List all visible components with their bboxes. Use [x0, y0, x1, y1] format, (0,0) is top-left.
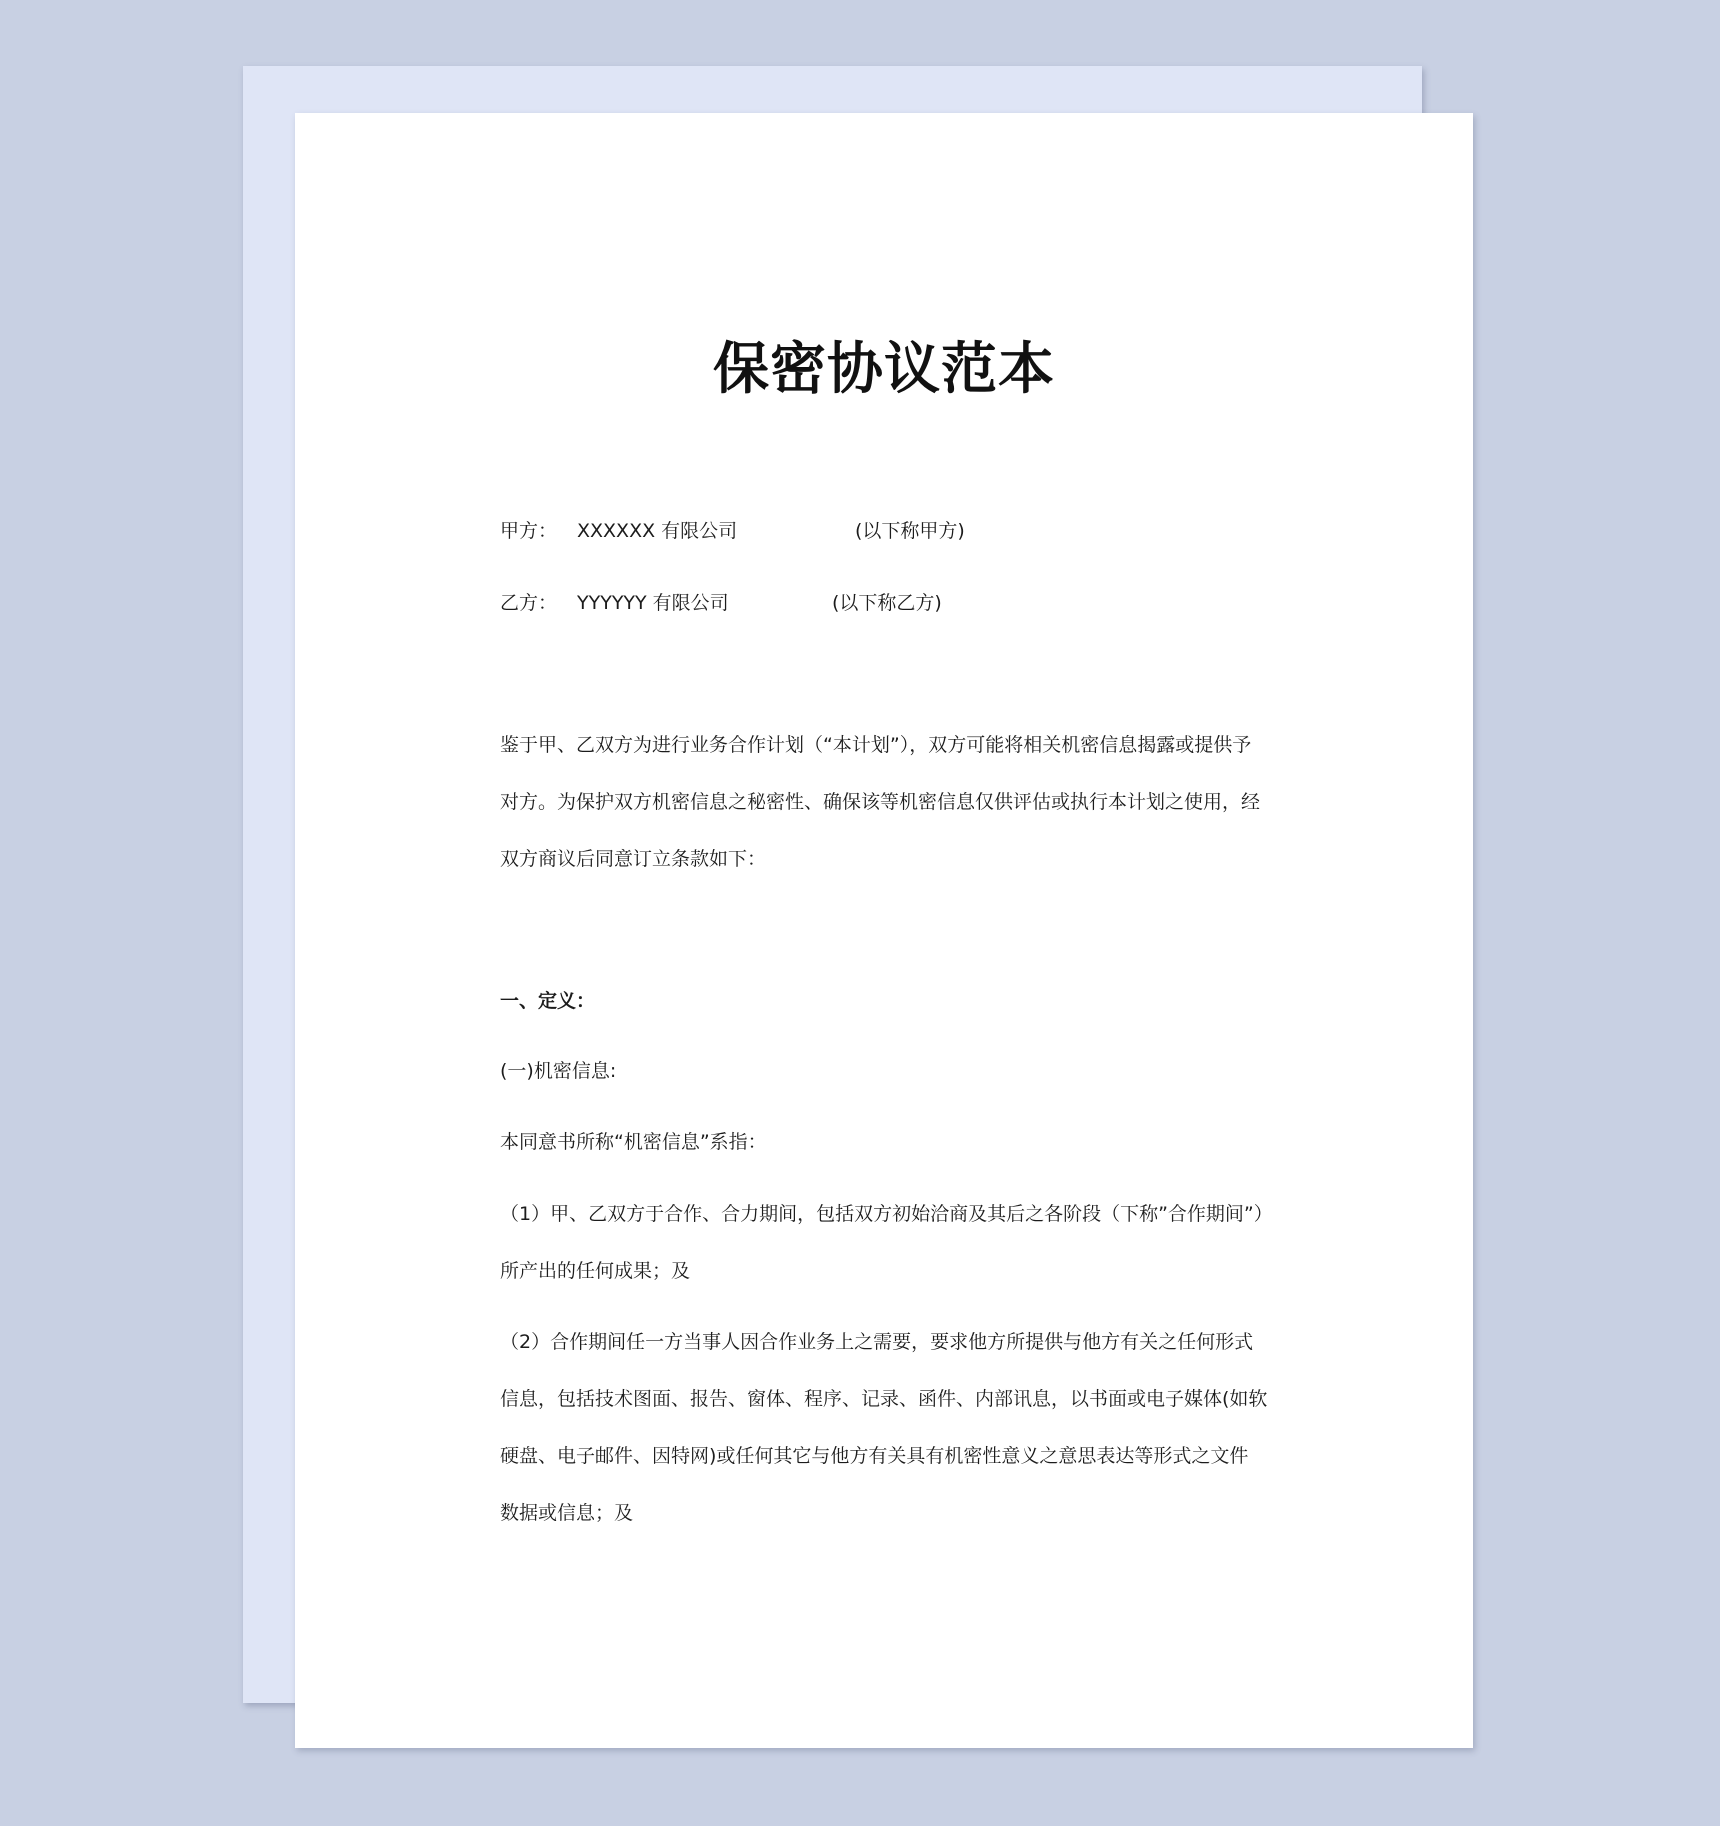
party-b-alias: (以下称乙方): [832, 592, 942, 614]
subsection-heading-confidential-info: (一)机密信息:: [500, 1060, 617, 1082]
clause-2-line-1: （2）合作期间任一方当事人因合作业务上之需要，要求他方所提供与他方有关之任何形式: [500, 1331, 1254, 1353]
document-title: 保密协议范本: [713, 337, 1055, 402]
party-b-label: 乙方：: [500, 592, 558, 614]
party-a-label: 甲方：: [500, 520, 558, 542]
document-page: [295, 113, 1473, 1748]
party-a-name: XXXXXX 有限公司: [577, 520, 738, 542]
clause-2-line-3: 硬盘、电子邮件、因特网)或任何其它与他方有关具有机密性意义之意思表达等形式之文件: [500, 1445, 1249, 1467]
party-b-name: YYYYYY 有限公司: [577, 592, 729, 614]
preamble-line-3: 双方商议后同意订立条款如下：: [500, 848, 767, 870]
clause-1-line-1: （1）甲、乙双方于合作、合力期间，包括双方初始洽商及其后之各阶段（下称”合作期间”）: [500, 1203, 1273, 1225]
preamble-line-1: 鉴于甲、乙双方为进行业务合作计划（“本计划”），双方可能将相关机密信息揭露或提供予: [500, 734, 1252, 756]
clause-2-line-2: 信息，包括技术图面、报告、窗体、程序、记录、函件、内部讯息，以书面或电子媒体(如软: [500, 1388, 1268, 1410]
section-heading-definitions: 一、定义：: [500, 990, 596, 1012]
definition-intro: 本同意书所称“机密信息”系指：: [500, 1131, 767, 1153]
preamble-line-2: 对方。为保护双方机密信息之秘密性、确保该等机密信息仅供评估或执行本计划之使用，经: [500, 791, 1261, 813]
party-a-alias: (以下称甲方): [855, 520, 965, 542]
clause-2-line-4: 数据或信息；及: [500, 1502, 634, 1524]
clause-1-line-2: 所产出的任何成果；及: [500, 1260, 691, 1282]
